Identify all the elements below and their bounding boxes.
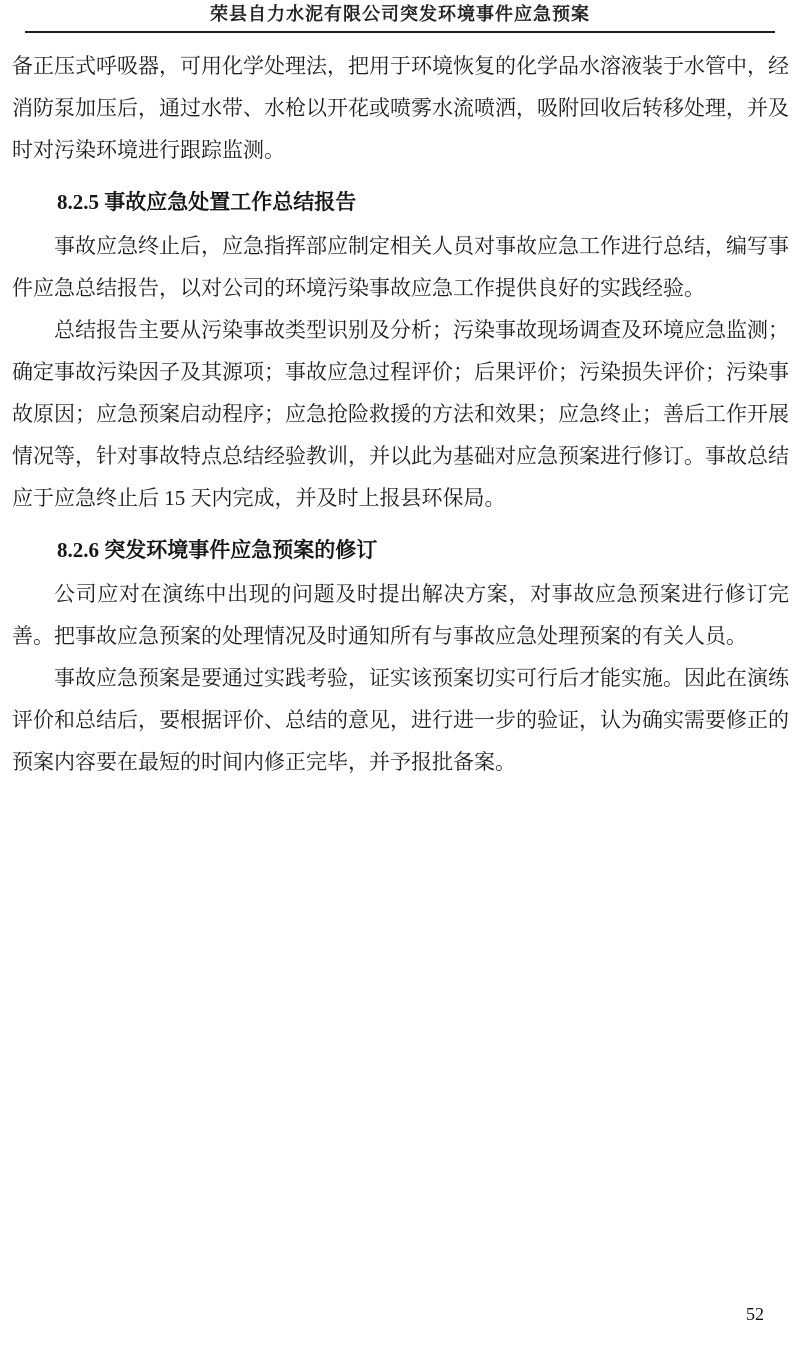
- paragraph-summary-report-contents: 总结报告主要从污染事故类型识别及分析；污染事故现场调查及环境应急监测；确定事故污染因子及其源项；事故应急过程评价；后果评价；污染损失评价；污染事故原因；应急预案启动程序；应急抢险救援的方法和效果；应急终止；善后工作开展情况等，针对事故特点总结经验教训，并以此为基础对应急预案进行修订。事故总结应于应急终止后 15 天内完成，并及时上报县环保局。: [12, 318, 789, 510]
- document-body: [0, 33, 800, 783]
- page-number: 52: [746, 1304, 764, 1324]
- paragraph-summary-report-intro: 事故应急终止后，应急指挥部应制定相关人员对事故应急工作进行总结，编写事件应急总结报告，以对公司的环境污染事故应急工作提供良好的实践经验。: [12, 234, 789, 300]
- paragraph-plan-revision: 公司应对在演练中出现的问题及时提出解决方案，对事故应急预案进行修订完善。把事故应急预案的处理情况及时通知所有与事故应急处理预案的有关人员。: [12, 582, 789, 648]
- paragraph-continuation: 备正压式呼吸器，可用化学处理法，把用于环境恢复的化学品水溶液装于水管中，经消防泵加压后，通过水带、水枪以开花或喷雾水流喷洒，吸附回收后转移处理，并及时对污染环境进行跟踪监测。: [12, 54, 789, 162]
- page-header-title: 荣县自力水泥有限公司突发环境事件应急预案: [210, 4, 590, 24]
- section-heading-8-2-5: 8.2.5 事故应急处置工作总结报告: [57, 190, 357, 214]
- section-heading-8-2-6: 8.2.6 突发环境事件应急预案的修订: [57, 538, 378, 562]
- paragraph-plan-verification: 事故应急预案是要通过实践考验，证实该预案切实可行后才能实施。因此在演练评价和总结后，要根据评价、总结的意见，进行进一步的验证，认为确实需要修正的预案内容要在最短的时间内修正完毕，并予报批备案。: [12, 666, 789, 774]
